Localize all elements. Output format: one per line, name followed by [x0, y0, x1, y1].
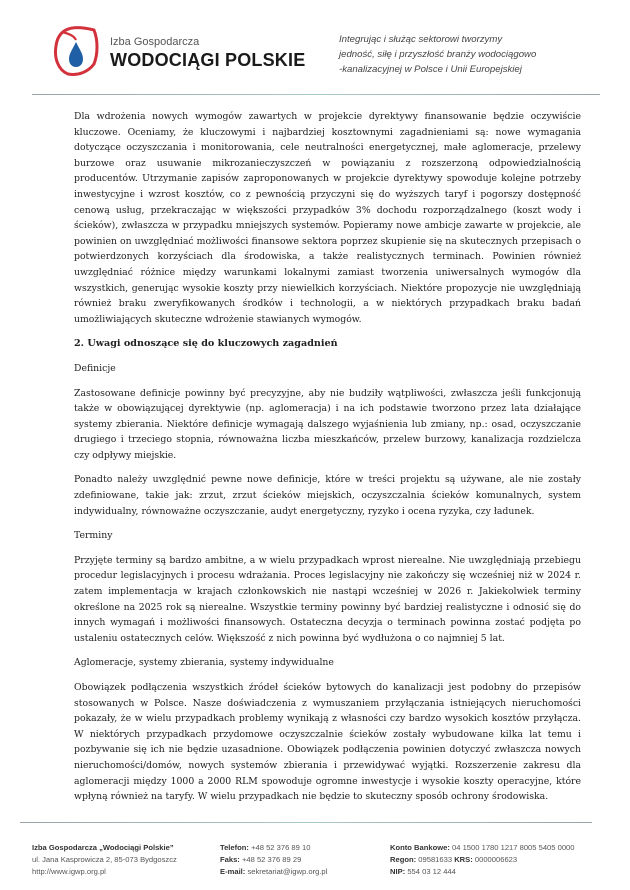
paragraph-deadlines: Przyjęte terminy są bardzo ambitne, a w wielu przypadkach wprost nierealne. Nie uwzględniają przebiegu procedur legislacyjnych i procesu wdrażania. Proces legislacyjny nie zakończy się wcześniej niż w 2024 r. zatem implementacja w krajach członkowskich nie nastąpi wcześniej w 2026 r. Jakiekolwiek terminy określone na 2025 rok są nierealne. Wszystkie terminy powinny być bardziej realistyczne i odnosić się do innych wymagań i możliwości finansowych. Ostateczna decyzja o terminach powinna zostać podjęta po ustaleniu ostatecznych celów. Większość z nich powinna być wydłużona o co najmniej 5 lat.: [74, 554, 581, 644]
footer-org-name: Izba Gospodarcza „Wodociągi Polskie”: [32, 843, 174, 852]
krs-value: 0000006623: [474, 855, 518, 864]
paragraph-financing: Dla wdrożenia nowych wymogów zawartych w projekcie dyrektywy finansowanie będzie oczywiście kluczowe. Oceniamy, że kluczowymi i najbardziej kosztownymi zagadnieniami są: nowe wymagania dotyczące oczyszczania i monitorowania, cele neutralności energetycznej, małe aglomeracje, przelewy burzowe oraz usuwanie mikrozanieczyszczeń w powiązaniu z rozszerzoną odpowiedzialnością producentów. Utrzymanie zapisów zaproponowanych w projekcie dyrektywy spowoduje kolejne potrzeby inwestycyjne i wzrost kosztów, co z pewnością przyczyni się do wyższych taryf i pogorszy dostępność cenową usług, przekraczając w większości przypadków 3% dochodu rozporządzalnego (koszt wody i ścieków), zwłaszcza w przypadku mniejszych systemów. Popieramy nowe ambicje zawarte w projekcie, ale powinien on uwzględniać możliwości finansowe sektora poprzez skupienie się na skutecznych przepisach o potwierdzonych korzyściach dla środowiska, a także realistycznych terminach. Powinien również uwzględniać różnice między warunkami lokalnymi zamiast tworzenia uniwersalnych wymogów dla wszystkich, generując wysokie koszty przy niewielkich korzyściach. Niektóre propozycje nie uwzględniają również braku zweryfikowanych środków i technologii, a w niektórych przypadkach braku badań umożliwiających skuteczne wdrożenie stawianych wymogów.: [74, 111, 581, 325]
organization-logo-icon: [52, 24, 100, 78]
paragraph-agglomerations: Obowiązek podłączenia wszystkich źródeł ścieków bytowych do kanalizacji jest podobny do przepisów stosowanych w Polsce. Nasze doświadczenia z wymuszaniem przyłączania istniejących nieruchomości pokazały, że w wielu przypadkach problemy wynikają z własności czy bardzo wysokich kosztów przyłącza. W niektórych przypadkach przydomowe oczyszczalnie ścieków zostały wybudowane kilka lat temu i pozbywanie się ich nie będzie uzasadnione. Obowiązek podłączenia powinien dotyczyć zwłaszcza nowych nieruchomości/domów, nowych systemów zbierania i przewidywać wyjątki. Rozszerzenie zakresu dla aglomeracji między 1000 a 2000 RLM spowoduje ogromne inwestycje i wysokie koszty operacyjne, które wpłyną również na taryfy. W wielu przypadkach nie będzie to skuteczny sposób ochrony środowiska.: [74, 682, 581, 803]
fax-label: Faks:: [220, 855, 240, 864]
paragraph-new-definitions: Ponadto należy uwzględnić pewne nowe definicje, które w treści projektu są używane, ale nie zostały zdefiniowane, takie jak: zrzut, zrzut ścieków miejskich, oczyszczalnia ścieków komunalnych, system indywidualny, równoważne oczyszczanie, audyt energetyczny, ryzyko i ocena ryzyka, czy ładunek.: [74, 474, 581, 517]
logo-title: WODOCIĄGI POLSKIE: [110, 50, 306, 70]
footer-divider: [20, 822, 592, 823]
letterhead: [0, 0, 630, 96]
regon-label: Regon:: [390, 855, 417, 864]
header-divider: [32, 94, 600, 95]
tagline-line: -kanalizacyjnej w Polsce i Unii Europejskiej: [339, 64, 522, 75]
regon-value: 09581633: [418, 855, 453, 864]
subheading-definitions: Definicje: [74, 362, 116, 374]
footer-registry: [390, 842, 575, 878]
email-link[interactable]: sekretariat@igwp.org.pl: [247, 867, 328, 876]
phone-value: +48 52 376 89 10: [251, 843, 311, 852]
nip-label: NIP:: [390, 867, 406, 876]
fax-value: +48 52 376 89 29: [241, 855, 302, 864]
footer-street: ul. Jana Kasprowicza 2, 85-073 Bydgoszcz: [32, 855, 177, 864]
footer-contact: [220, 842, 327, 878]
nip-value: 554 03 12 444: [407, 867, 456, 876]
footer-website-link[interactable]: http://www.igwp.org.pl: [32, 867, 106, 876]
section-heading: 2. Uwagi odnoszące się do kluczowych zagadnień: [74, 338, 338, 350]
tagline: [339, 32, 536, 77]
phone-label: Telefon:: [220, 843, 249, 852]
logo-subtitle: Izba Gospodarcza: [110, 36, 200, 48]
bank-label: Konto Bankowe:: [390, 843, 450, 852]
paragraph-definitions: Zastosowane definicje powinny być precyzyjne, aby nie budziły wątpliwości, zwłaszcza jeśli funkcjonują także w obowiązującej dyrektywie (np. aglomeracja) i na ich podstawie tworzono przez lata działające systemy zbierania. Niektóre definicje wymagają dalszego wyjaśnienia lub zmiany, np.: osad, oczyszczanie drugiego i trzeciego stopnia, równoważna liczba mieszkańców, przelew burzowy, kanalizacja rozdzielcza czy odpływy miejskie.: [74, 387, 581, 461]
bank-value: 04 1500 1780 1217 8005 5405 0000: [452, 843, 575, 852]
footer-address: [32, 842, 177, 878]
subheading-agglomerations: Aglomeracje, systemy zbierania, systemy indywidualne: [74, 657, 334, 669]
document-body: [74, 109, 581, 805]
email-label: E-mail:: [220, 867, 246, 876]
tagline-line: Integrując i służąc sektorowi tworzymy: [339, 34, 503, 45]
subheading-deadlines: Terminy: [74, 530, 113, 542]
tagline-line: jedność, siłę i przyszłość branży wodociągowo: [339, 49, 537, 60]
krs-label: KRS:: [454, 855, 473, 864]
